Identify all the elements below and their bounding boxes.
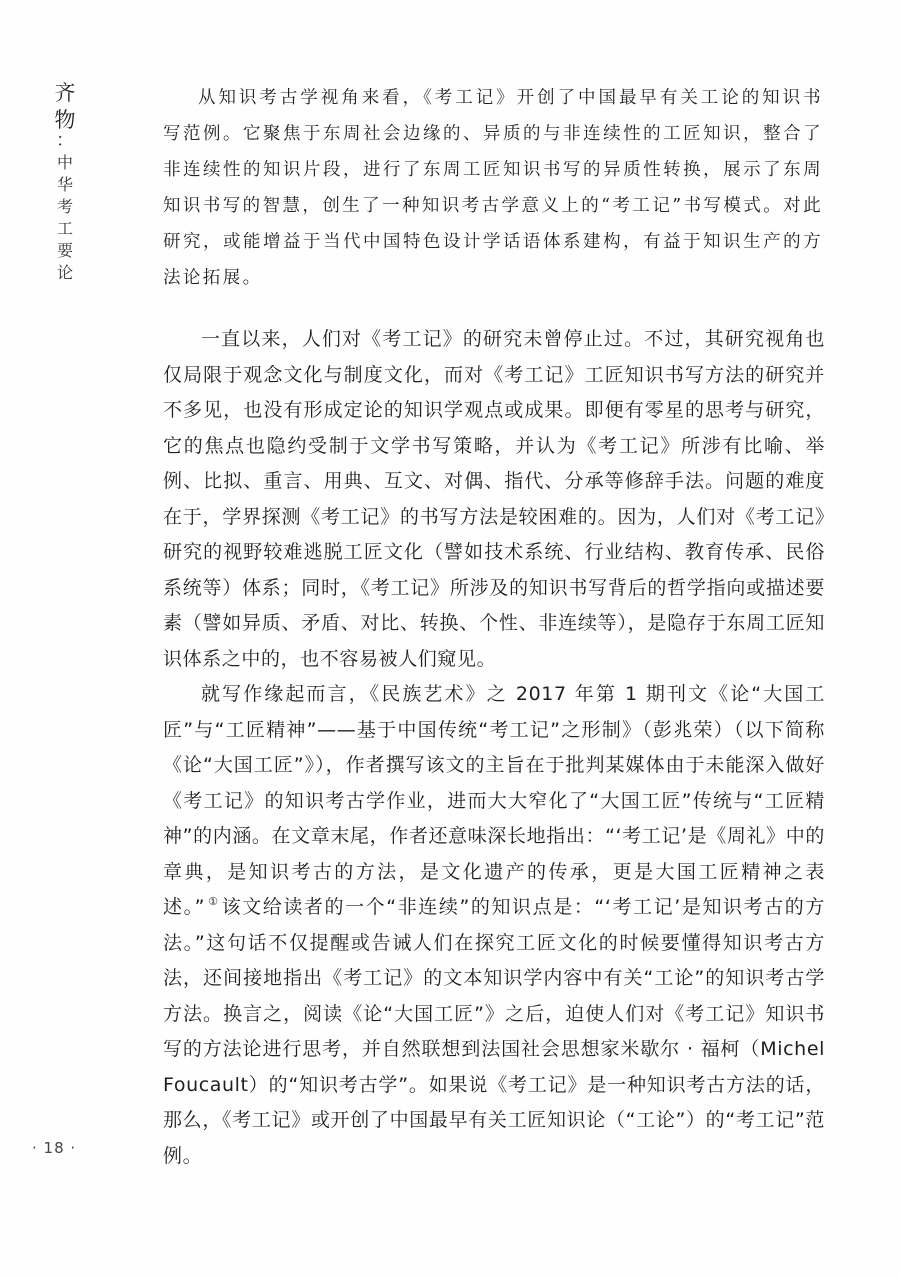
running-title-sub-char: 工 <box>56 219 73 238</box>
running-title-sub-char: 考 <box>56 197 73 216</box>
abstract-block <box>163 80 823 296</box>
running-title-sub-char: 华 <box>56 175 73 194</box>
running-title <box>50 80 80 284</box>
running-title-colon: ： <box>56 130 74 151</box>
running-title-main-char: 齐 <box>54 81 76 105</box>
footnote-marker[interactable]: ① <box>207 895 220 908</box>
running-title-sub-char: 中 <box>56 153 73 172</box>
running-title-sub-char: 要 <box>56 241 73 260</box>
body-paragraph-2 <box>163 677 825 1174</box>
body-paragraph-2-part-a: 就写作缘起而言，《民族艺术》之 2017 年第 1 期刊文《论“大国工匠”与“工匠精神”——基于中国传统“考工记”之形制》（彭兆荣）（以下简称《论“大国工匠”》），作者撰写该文的主旨在于批判某媒体由于未能深入做好《考工记》的知识考古学作业，进而大大窄化了“大国工匠”传统与“工匠精神”的内涵。在文章末尾，作者还意味深长地指出：“‘考工记’是《周礼》中的章典，是知识考古的方法，是文化遗产的传承，更是大国工匠精神之表述。” <box>163 683 825 918</box>
body-paragraph-2-part-b: 该文给读者的一个“非连续”的知识点是：“‘考工记’是知识考古的方法。”这句话不仅提醒或告诫人们在探究工匠文化的时候要懂得知识考古方法，还间接地指出《考工记》的文本知识学内容中有关“工论”的知识考古学方法。换言之，阅读《论“大国工匠”》之后，迫使人们对《考工记》知识书写的方法论进行思考，并自然联想到法国社会思想家米歇尔 · 福柯（Michel Foucault）的“知识考古学”。如果说《考工记》是一种知识考古方法的话，那么，《考工记》或开创了中国最早有关工匠知识论（“工论”）的“考工记”范例。 <box>163 896 825 1167</box>
body-paragraph-1: 一直以来，人们对《考工记》的研究未曾停止过。不过，其研究视角也仅局限于观念文化与制度文化，而对《考工记》工匠知识书写方法的研究并不多见，也没有形成定论的知识学观点或成果。即便有零星的思考与研究，它的焦点也隐约受制于文学书写策略，并认为《考工记》所涉有比喻、举例、比拟、重言、用典、互文、对偶、指代、分承等修辞手法。问题的难度在于，学界探测《考工记》的书写方法是较困难的。因为，人们对《考工记》研究的视野较难逃脱工匠文化（譬如技术系统、行业结构、教育传承、民俗系统等）体系；同时，《考工记》所涉及的知识书写背后的哲学指向或描述要素（譬如异质、矛盾、对比、转换、个性、非连续等），是隐存于东周工匠知识体系之中的，也不容易被人们窥见。 <box>163 328 825 670</box>
running-title-sub-char: 论 <box>56 263 73 282</box>
body-text <box>163 322 825 1174</box>
abstract-paragraph: 从知识考古学视角来看，《考工记》开创了中国最早有关工论的知识书写范例。它聚焦于东周社会边缘的、异质的与非连续性的工匠知识，整合了非连续性的知识片段，进行了东周工匠知识书写的异质性转换，展示了东周知识书写的智慧，创生了一种知识考古学意义上的“考工记”书写模式。对此研究，或能增益于当代中国特色设计学话语体系建构，有益于知识生产的方法论拓展。 <box>163 88 823 288</box>
running-title-main-char: 物 <box>54 108 76 132</box>
page-number: · 18 · <box>32 1139 77 1157</box>
